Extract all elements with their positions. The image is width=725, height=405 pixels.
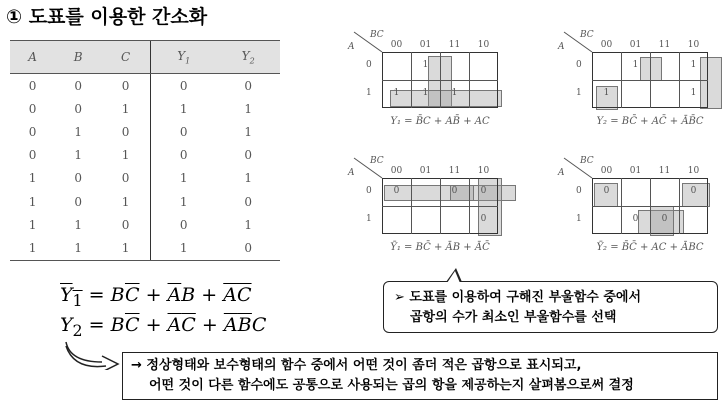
table-cell: 1 [28,194,37,209]
table-row [10,190,280,213]
kmap-col-label: 10 [477,40,490,50]
kmap-cell-value: 0 [603,186,610,196]
table-cell: 0 [28,101,37,116]
kmap-col-label: 11 [448,40,461,50]
kmap-caption: Ȳ₂ = B̄C̄ + AC + ĀBC [596,242,704,253]
callout-line: ➢ 도표를 이용하여 구해진 부울함수 중에서 [394,290,642,305]
table-cell: 0 [28,124,37,139]
kmap-col-label: 00 [390,166,403,176]
table-row [10,97,280,120]
table-cell: 0 [244,78,252,93]
kmap-row-label: 0 [576,60,582,70]
truth-table-header [10,41,280,74]
kmap-cell-value: 0 [480,214,487,224]
kmap-bc-label: BC [370,156,384,166]
table-cell: 1 [74,124,82,139]
table-cell: 1 [151,236,217,260]
table-cell: 0 [28,78,37,93]
header-b: B [55,41,101,74]
table-cell: 1 [121,148,130,163]
table-cell: 1 [55,236,101,260]
table-cell: 0 [121,217,130,232]
kmap-row-label: 1 [366,214,372,224]
kmap-cell-value: 0 [451,186,458,196]
kmap-cell-value: 0 [480,186,487,196]
kmap-y2 [550,30,720,140]
kmap-col-label: 01 [629,166,642,176]
kmap-col-label: 11 [658,40,671,50]
kmap-divider [592,206,708,207]
kmap-caption: Y₁ = B̄C + AB̄ + AC [390,116,490,127]
truth-table [10,40,280,261]
kmap-cell-value: 0 [393,186,400,196]
kmap-y2-complement [550,156,720,266]
kmap-y1-complement [340,156,510,266]
kmap-cell-value: 1 [422,60,429,70]
kmap-cell-value: 1 [632,60,639,70]
header-y2: $Y_2$ [216,41,280,74]
table-cell: 1 [10,236,55,260]
kmap-a-label: A [558,42,565,52]
table-cell: 0 [121,124,130,139]
table-row [10,236,280,260]
kmap-bc-label: BC [370,30,384,40]
kmap-cell-value: 1 [690,60,697,70]
kmap-col-label: 11 [448,166,461,176]
kmap-col-label: 01 [419,40,432,50]
kmap-cell-value: 0 [661,214,668,224]
kmap-cell-value: 1 [451,88,458,98]
table-cell: 0 [151,213,217,236]
kmap-col-label: 00 [600,166,613,176]
table-row [10,213,280,236]
kmap-row-label: 1 [366,88,372,98]
table-cell: 0 [74,78,82,93]
kmap-bc-label: BC [580,156,594,166]
kmap-y1 [340,30,510,140]
table-cell: 1 [151,190,217,213]
curved-arrow-icon [62,340,124,370]
kmap-cell-value: 1 [422,88,429,98]
equation-y2: $Y_2 = B\overline{C} + \overline{A}\overline{C} + \overline{A}\overline{B}C$ [60,314,267,340]
kmap-row-label: 1 [576,88,582,98]
table-cell: 1 [151,97,217,120]
table-row [10,144,280,167]
kmap-a-label: A [558,168,565,178]
kmap-caption: Ȳ₁ = BC̄ + ĀB + ĀC̄ [390,242,490,253]
callout-line: 곱항의 수가 최소인 부울함수를 선택 [410,310,617,325]
table-cell: 1 [244,217,252,232]
kmap-cell-value: 1 [690,88,697,98]
kmap-divider [382,206,498,207]
section-title: ① 도표를 이용한 간소화 [6,6,208,28]
equation-y1-bar: $Y_1 = B\overline{C} + \overline{A}B + \overline{A}\overline{C}$ [60,284,252,310]
note-line: 어떤 것이 다른 함수에도 공통으로 사용되는 곱의 항을 제공하는지 살펴봄으로써 결정 [149,378,634,393]
header-a: A [10,41,55,74]
table-cell: 1 [74,148,82,163]
table-cell: 0 [151,120,217,143]
table-cell: 1 [121,101,130,116]
kmap-cell-value: 1 [603,88,610,98]
table-cell: 1 [244,124,252,139]
table-cell: 0 [121,78,130,93]
kmap-divider [382,80,498,81]
kmap-a-label: A [348,42,355,52]
kmap-col-label: 00 [600,40,613,50]
kmap-col-label: 10 [477,166,490,176]
kmap-caption: Y₂ = BC̄ + AC̄ + ĀB̄C [596,116,704,127]
table-cell: 1 [28,217,37,232]
kmap-cell-value: 0 [690,186,697,196]
kmap-cell-value: 0 [632,214,639,224]
table-cell: 0 [74,171,82,186]
kmap-row-label: 0 [366,186,372,196]
kmap-divider [592,80,708,81]
kmap-a-label: A [348,168,355,178]
header-c: C [101,41,151,74]
table-cell: 0 [244,148,252,163]
note-line: → 정상형태와 보수형태의 함수 중에서 어떤 것이 좀더 적은 곱항으로 표시되고, [131,358,582,373]
kmap-col-label: 11 [658,166,671,176]
table-row [10,120,280,143]
table-cell: 0 [28,148,37,163]
table-cell: 1 [28,171,37,186]
table-cell: 0 [151,74,217,98]
kmap-bc-label: BC [580,30,594,40]
table-cell: 1 [151,167,217,190]
table-cell: 0 [244,194,252,209]
decision-note-box [122,352,718,400]
kmap-col-label: 01 [419,166,432,176]
table-row [10,167,280,190]
kmap-cell-value: 1 [393,88,400,98]
kmap-col-label: 10 [687,40,700,50]
table-cell: 1 [101,236,151,260]
kmap-row-label: 1 [576,214,582,224]
kmap-row-label: 0 [366,60,372,70]
kmap-col-label: 10 [687,166,700,176]
table-cell: 1 [74,217,82,232]
kmap-row-label: 0 [576,186,582,196]
kmap-col-label: 01 [629,40,642,50]
table-row [10,74,280,98]
table-cell: 0 [216,236,280,260]
table-cell: 0 [74,101,82,116]
table-cell: 0 [151,144,217,167]
header-y1: $Y_1$ [151,41,217,74]
table-cell: 0 [74,194,82,209]
table-cell: 0 [121,171,130,186]
table-cell: 1 [121,194,130,209]
table-cell: 1 [244,101,252,116]
kmap-col-label: 00 [390,40,403,50]
table-cell: 1 [244,171,252,186]
selection-note-callout [383,281,718,333]
